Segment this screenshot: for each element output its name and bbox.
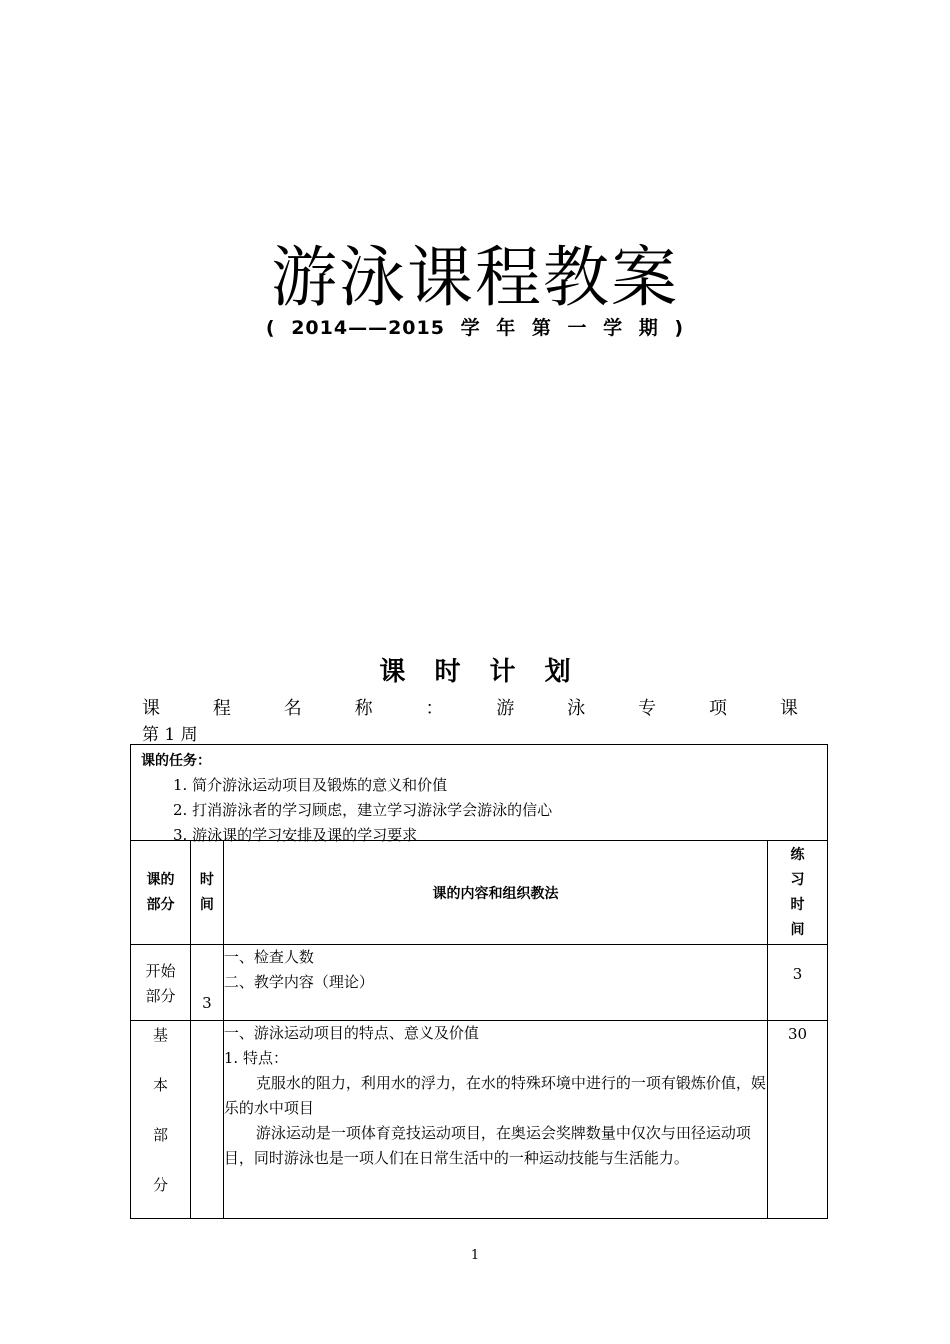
course-char: 称 <box>354 698 373 719</box>
task-item: 3. 游泳课的学习安排及课的学习要求 <box>173 826 418 844</box>
course-char: 项 <box>709 698 727 719</box>
row-practice-time: 30 <box>768 1021 828 1219</box>
subtitle-part: 一 <box>567 317 588 339</box>
course-name-line <box>142 694 798 720</box>
subtitle-part: 学 <box>460 317 481 339</box>
row-content: 一、游泳运动项目的特点、意义及价值 1. 特点： 克服水的阻力，利用水的浮力，在水的特殊环境中进行的一项有锻炼价值，娱乐的水中项目 游泳运动是一项体育竞技运动项目，在奥运会奖牌数量中仅次与田径运动项目，同时游泳也是一项人们在日常生活中的一种运动技能与生活能力。 <box>223 1021 767 1219</box>
content-paragraph: 克服水的阻力，利用水的浮力，在水的特殊环境中进行的一项有锻炼价值，娱乐的水中项目 <box>223 1074 766 1117</box>
plan-title-char: 课 <box>379 657 406 687</box>
subtitle-part: 2014——2015 <box>291 317 445 339</box>
plan-title-char: 计 <box>489 657 516 687</box>
row-part: 开始 部分 <box>131 945 191 1021</box>
plan-title-char: 时 <box>434 657 461 687</box>
header-content: 课的内容和组织教法 <box>223 841 767 945</box>
page-number: 1 <box>470 1248 480 1263</box>
row-practice-time: 3 <box>768 945 828 1021</box>
row-time <box>190 1021 223 1219</box>
course-char: 程 <box>212 698 231 719</box>
row-time: 3 <box>190 945 223 1021</box>
course-char: 游 <box>496 698 515 719</box>
row-content: 一、检查人数 二、教学内容（理论） <box>223 945 767 1021</box>
row-part: 基 本 部 分 <box>131 1021 191 1219</box>
header-practice-time: 练 习 时 间 <box>768 841 828 945</box>
header-part: 课的 部分 <box>131 841 191 945</box>
task-item: 2. 打消游泳者的学习顾虑，建立学习游泳学会游泳的信心 <box>173 801 553 819</box>
week-label: 第 1 周 <box>142 725 198 745</box>
lesson-plan-title <box>0 651 950 688</box>
subtitle-part: 期 <box>638 317 659 339</box>
subtitle-part: 年 <box>496 317 517 339</box>
lesson-tasks <box>131 745 827 844</box>
subtitle-part: 学 <box>603 317 624 339</box>
tasks-row <box>131 745 828 841</box>
course-char: 名 <box>283 698 302 719</box>
course-char: ： <box>425 698 444 719</box>
course-char: 课 <box>779 698 798 719</box>
table-header-row <box>131 841 828 945</box>
header-time: 时 间 <box>190 841 223 945</box>
course-char: 课 <box>142 698 160 719</box>
document-title: 游泳课程教案 <box>271 239 679 316</box>
course-char: 泳 <box>567 698 586 719</box>
subtitle-part: ( <box>265 317 276 339</box>
semester-subtitle <box>0 313 950 340</box>
subtitle-part: ) <box>674 317 685 339</box>
tasks-heading: 课的任务： <box>141 753 211 769</box>
plan-title-char: 划 <box>544 657 571 687</box>
task-item: 1. 简介游泳运动项目及锻炼的意义和价值 <box>173 776 448 794</box>
table-row <box>131 1021 828 1219</box>
content-paragraph: 游泳运动是一项体育竞技运动项目，在奥运会奖牌数量中仅次与田径运动项目，同时游泳也是一项人们在日常生活中的一种运动技能与生活能力。 <box>223 1124 751 1167</box>
subtitle-part: 第 <box>531 317 552 339</box>
course-char: 专 <box>638 698 657 719</box>
table-row <box>131 945 828 1021</box>
lesson-plan-table <box>130 744 828 1219</box>
